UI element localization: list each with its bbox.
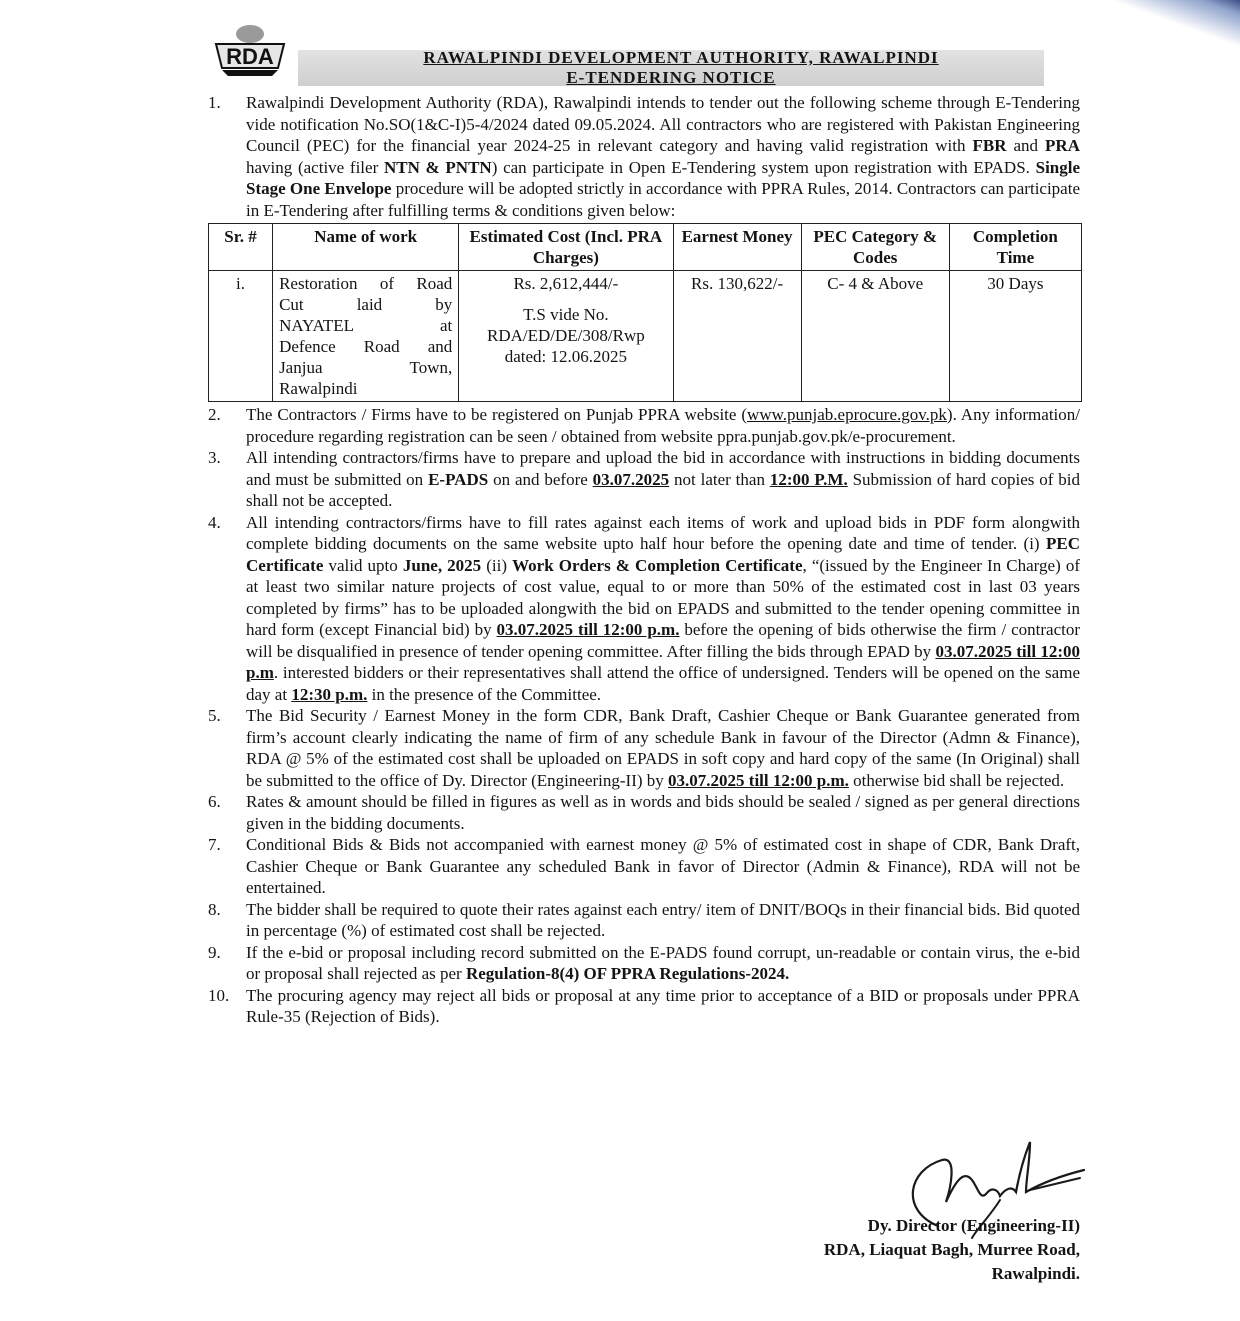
col-header-pec: PEC Category & Codes [801, 224, 949, 271]
notice-body [208, 92, 1080, 1028]
clause-7: 7. Conditional Bids & Bids not accompanied with earnest money @ 5% of estimated cost in shape of CDR, Bank Draft, Cashier Cheque or Bank Guarantee any scheduled Bank in favor of Director (Admin & Finance), RDA will not be entertained. [208, 835, 1080, 897]
cell-earnest: Rs. 130,622/- [673, 271, 801, 402]
cell-sr: i. [209, 271, 273, 402]
clause-8: 8. The bidder shall be required to quote their rates against each entry/ item of DNIT/BOQs in their financial bids. Bid quoted in percentage (%) of estimated cost shall be rejected. [208, 899, 1080, 940]
cell-cost: Rs. 2,612,444/- T.S vide No. RDA/ED/DE/308/Rwp dated: 12.06.2025 [459, 271, 673, 402]
cell-pec: C- 4 & Above [801, 271, 949, 402]
notice-subtitle: E-TENDERING NOTICE [566, 68, 776, 87]
cell-work: Restoration of Road Cut laid by NAYATEL at Defence Road and Janjua Town, Rawalpindi [273, 271, 459, 402]
col-header-time: Completion Time [949, 224, 1081, 271]
ppra-website-link[interactable]: www.punjab.eprocure.gov.pk [747, 405, 947, 424]
col-header-sr: Sr. # [209, 224, 273, 271]
clause-5: 5. The Bid Security / Earnest Money in the form CDR, Bank Draft, Cashier Cheque or Bank Guarantee generated from firm’s account clearly indicating the name of firm of any schedule Bank in favour of the Director (Admn & Finance), RDA @ 5% of the estimated cost shall be uploaded on EPADS in soft copy and hard copy of the same (In Original) shall be submitted to the office of Dy. Director (Engineering-II) by 03.07.2025 till 12:00 p.m. otherwise bid shall be rejected. [208, 706, 1080, 790]
clause-3: 3. All intending contractors/firms have to prepare and upload the bid in accordance with instructions in bidding documents and must be submitted on E-PADS on and before 03.07.2025 not later than 12:00 P.M. Submission of hard copies of bid shall not be accepted. [208, 448, 1080, 510]
logo-text: RDA [226, 44, 274, 69]
clause-9: 9. If the e-bid or proposal including record submitted on the E-PADS found corrupt, un-readable or contain virus, the e-bid or proposal shall rejected as per Regulation-8(4) OF PPRA Regulations-2024. [208, 942, 1080, 983]
notice-title: RAWALPINDI DEVELOPMENT AUTHORITY, RAWALPINDI [423, 48, 939, 67]
cell-time: 30 Days [949, 271, 1081, 402]
clause-2: 2. The Contractors / Firms have to be registered on Punjab PPRA website (www.punjab.eprocure.gov.pk). Any information/ procedure regarding registration can be seen / obtained from website ppra.punjab.gov.pk/e-procurement. [208, 405, 1080, 446]
clause-number: 1. [208, 93, 221, 112]
clause-10: 10. The procuring agency may reject all bids or proposal at any time prior to acceptance of a BID or proposals under PPRA Rule-35 (Rejection of Bids). [208, 985, 1080, 1026]
estimated-cost: Rs. 2,612,444/- [513, 274, 619, 293]
works-table [208, 223, 1082, 402]
col-header-earnest: Earnest Money [673, 224, 801, 271]
signatory-address: RDA, Liaquat Bagh, Murree Road, [823, 1240, 1080, 1259]
col-header-work: Name of work [273, 224, 459, 271]
rda-logo [212, 22, 288, 78]
table-header-row [209, 224, 1082, 271]
clause-4: 4. All intending contractors/firms have to fill rates against each items of work and upload bids in PDF form alongwith complete bidding documents on the same website upto half hour before the opening date and time of tender. (i) PEC Certificate valid upto June, 2025 (ii) Work Orders & Completion Certificate, “(issued by the Engineer In Charge) of at least two similar nature projects of cost value, equal to or more than 50% of the estimated cost in last 03 years completed by firms” has to be uploaded alongwith the bid on EPADS and submitted to the tender opening committee in hard form (except Financial bid) by 03.07.2025 till 12:00 p.m. before the opening of bids otherwise the firm / contractor will be disqualified in presence of tender opening committee. After filling the bids through EPAD by 03.07.2025 till 12:00 p.m. interested bidders or their representatives shall attend the office of undersigned. Tenders will be opened on the same day at 12:30 p.m. in the presence of the Committee. [208, 512, 1081, 704]
clause-6: 6. Rates & amount should be filled in figures as well as in words and bids should be sealed / signed as per general directions given in the bidding documents. [208, 792, 1080, 833]
table-row [209, 271, 1082, 402]
col-header-cost: Estimated Cost (Incl. PRA Charges) [459, 224, 673, 271]
signatory-designation: Dy. Director (Engineering-II) [867, 1216, 1080, 1235]
clause-1: 1. Rawalpindi Development Authority (RDA), Rawalpindi intends to tender out the following scheme through E-Tendering vide notification No.SO(1&C-I)5-4/2024 dated 09.05.2024. All contractors who are registered with Pakistan Engineering Council (PEC) for the financial year 2024-25 in relevant category and having valid registration with FBR and PRA having (active filer NTN & PNTN) can participate in Open E-Tendering system upon registration with EPADS. Single Stage One Envelope procedure will be adopted strictly in accordance with PPRA Rules, 2014. Contractors can participate in E-Tendering after fulfilling terms & conditions given below: [208, 93, 1081, 220]
signatory-city: Rawalpindi. [991, 1264, 1080, 1283]
page-corner-shadow [1080, 0, 1240, 60]
signatory-block [824, 1214, 1080, 1286]
